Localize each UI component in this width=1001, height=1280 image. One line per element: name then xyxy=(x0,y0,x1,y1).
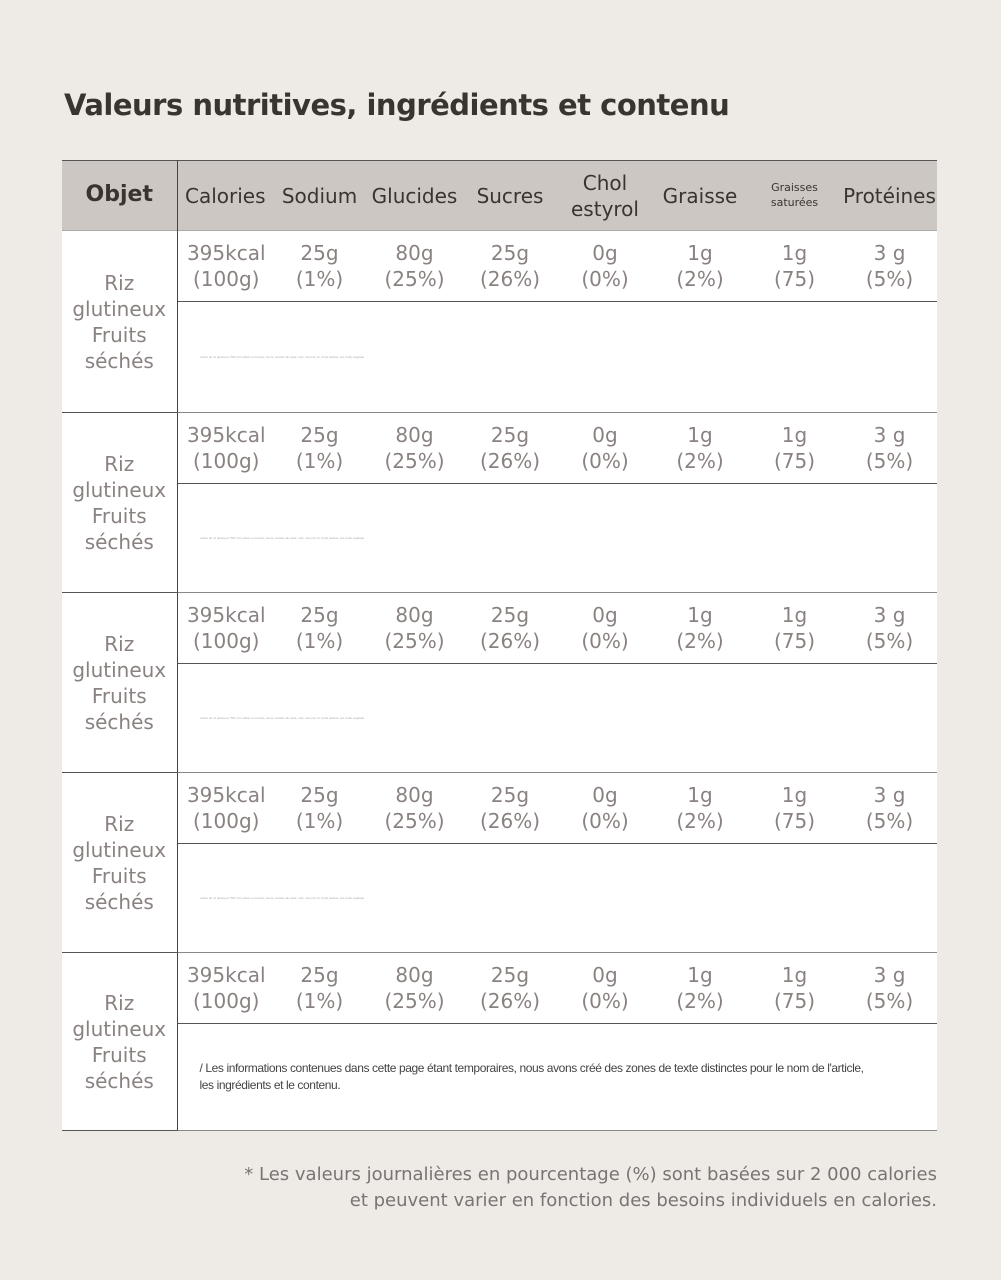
nutrition-values-row xyxy=(62,773,937,844)
footnote-line-2: et peuvent varier en fonction des besoins individuels en calories. xyxy=(349,1190,937,1212)
nutrient-percent: (100g) xyxy=(193,989,260,1013)
ingredients-row xyxy=(62,1024,937,1131)
ingredients-cell xyxy=(177,844,937,953)
nutrient-value-cell xyxy=(366,773,463,844)
nutrient-value-cell xyxy=(177,773,273,844)
item-name-cell xyxy=(62,953,177,1131)
nutrient-percent: (75) xyxy=(773,267,816,291)
nutrient-percent: (1%) xyxy=(295,629,344,653)
nutrient-value-cell xyxy=(747,773,842,844)
nutrient-amount: 1g xyxy=(687,603,713,627)
nutrient-amount: 25g xyxy=(490,603,530,627)
item-name-line-1: Riz glutineux xyxy=(72,631,167,682)
header-calories: Calories xyxy=(177,161,273,231)
nutrient-value-cell xyxy=(557,773,653,844)
nutrient-amount: 1g xyxy=(687,783,713,807)
nutrient-percent: (26%) xyxy=(479,629,541,653)
nutrient-percent: (26%) xyxy=(479,989,541,1013)
nutrient-amount: 3 g xyxy=(873,783,906,807)
ingredients-row xyxy=(62,664,937,773)
item-name-cell xyxy=(62,773,177,953)
nutrient-value-cell xyxy=(273,953,366,1024)
nutrient-value-cell xyxy=(273,231,366,302)
item-name-cell xyxy=(62,413,177,593)
nutrient-amount: 0g xyxy=(592,783,618,807)
footnote-line-1: * Les valeurs journalières en pourcentage (%) sont basées sur 2 000 calories xyxy=(244,1164,937,1185)
nutrient-percent: (0%) xyxy=(581,449,629,473)
item-name-line-2: Fruits séchés xyxy=(84,683,154,734)
nutrient-value-cell xyxy=(747,593,842,664)
header-row xyxy=(62,161,937,231)
nutrient-amount: 3 g xyxy=(873,423,906,447)
nutrient-amount: 80g xyxy=(395,603,434,627)
header-protein: Protéines xyxy=(842,161,937,231)
nutrient-value-cell xyxy=(463,231,557,302)
nutrient-value-cell xyxy=(557,953,653,1024)
nutrient-percent: (5%) xyxy=(865,449,914,473)
nutrient-percent: (1%) xyxy=(295,809,344,833)
nutrient-percent: (0%) xyxy=(581,629,629,653)
header-carbs: Glucides xyxy=(366,161,463,231)
nutrient-percent: (75) xyxy=(773,629,816,653)
nutrient-value-cell xyxy=(653,413,747,484)
nutrient-value-cell xyxy=(177,231,273,302)
nutrient-percent: (5%) xyxy=(865,629,914,653)
nutrient-percent: (2%) xyxy=(676,267,724,291)
nutrient-value-cell xyxy=(177,413,273,484)
nutrient-amount: 395kcal xyxy=(186,963,266,987)
item-name-line-1: Riz glutineux xyxy=(72,811,167,862)
nutrient-amount: 0g xyxy=(592,963,618,987)
item-name-line-1: Riz glutineux xyxy=(72,990,167,1041)
nutrition-values-row xyxy=(62,593,937,664)
nutrient-value-cell xyxy=(273,593,366,664)
nutrient-amount: 80g xyxy=(395,963,434,987)
nutrient-amount: 395kcal xyxy=(186,241,266,265)
nutrient-percent: (2%) xyxy=(676,809,724,833)
nutrient-amount: 80g xyxy=(395,423,434,447)
nutrient-percent: (5%) xyxy=(865,809,914,833)
nutrient-amount: 80g xyxy=(395,783,434,807)
nutrient-percent: (75) xyxy=(773,989,816,1013)
nutrient-percent: (0%) xyxy=(581,809,629,833)
nutrient-percent: (26%) xyxy=(479,809,541,833)
ingredients-row xyxy=(62,484,937,593)
header-sodium: Sodium xyxy=(273,161,366,231)
nutrient-amount: 1g xyxy=(781,783,808,807)
item-name-line-1: Riz glutineux xyxy=(72,270,167,321)
page-title: Valeurs nutritives, ingrédients et contenu xyxy=(64,88,730,122)
header-cholesterol: Chol estyrol xyxy=(557,161,653,231)
nutrient-amount: 3 g xyxy=(873,241,906,265)
nutrient-value-cell xyxy=(747,953,842,1024)
nutrient-amount: 1g xyxy=(687,963,713,987)
nutrient-amount: 25g xyxy=(300,783,339,807)
nutrient-value-cell xyxy=(557,413,653,484)
nutrient-amount: 3 g xyxy=(873,963,906,987)
ingredients-text: Farine de riz glutineux 75% (riz cultivé en Corée), sucre, amidon de maïs, noix, sirop de riz, fruits séchés, sel, huile végétale xyxy=(199,716,365,720)
nutrition-table xyxy=(62,160,937,1131)
item-name-line-2: Fruits séchés xyxy=(84,1042,154,1093)
header-sugars: Sucres xyxy=(463,161,557,231)
nutrient-percent: (100g) xyxy=(193,449,260,473)
ingredients-cell xyxy=(177,484,937,593)
nutrient-amount: 0g xyxy=(592,423,618,447)
nutrition-values-row xyxy=(62,953,937,1024)
nutrient-value-cell xyxy=(653,773,747,844)
nutrient-amount: 1g xyxy=(781,603,808,627)
nutrient-value-cell xyxy=(463,413,557,484)
nutrient-percent: (26%) xyxy=(479,449,541,473)
nutrient-amount: 395kcal xyxy=(186,783,266,807)
nutrient-value-cell xyxy=(177,953,273,1024)
ingredients-note-line-2: les ingrédients et le contenu. xyxy=(199,1078,341,1092)
nutrient-percent: (100g) xyxy=(193,809,260,833)
ingredients-cell xyxy=(177,302,937,413)
nutrient-amount: 395kcal xyxy=(186,423,266,447)
nutrient-percent: (25%) xyxy=(384,449,445,473)
nutrient-percent: (2%) xyxy=(676,449,724,473)
item-name-line-2: Fruits séchés xyxy=(84,322,154,373)
nutrient-amount: 0g xyxy=(592,241,618,265)
ingredients-row xyxy=(62,844,937,953)
nutrient-value-cell xyxy=(842,413,937,484)
nutrient-value-cell xyxy=(463,773,557,844)
nutrient-amount: 25g xyxy=(490,963,530,987)
nutrient-value-cell xyxy=(463,593,557,664)
nutrient-amount: 0g xyxy=(592,603,618,627)
nutrient-percent: (25%) xyxy=(384,809,445,833)
nutrient-value-cell xyxy=(557,231,653,302)
nutrient-value-cell xyxy=(653,593,747,664)
ingredients-note xyxy=(200,1060,880,1095)
nutrient-value-cell xyxy=(366,593,463,664)
nutrient-value-cell xyxy=(747,413,842,484)
ingredients-cell xyxy=(177,664,937,773)
nutrient-percent: (1%) xyxy=(295,989,344,1013)
nutrition-values-row xyxy=(62,413,937,484)
nutrient-amount: 25g xyxy=(300,603,339,627)
ingredients-row xyxy=(62,302,937,413)
item-name-cell xyxy=(62,231,177,413)
nutrient-value-cell xyxy=(273,413,366,484)
nutrient-value-cell xyxy=(366,953,463,1024)
nutrient-value-cell xyxy=(653,953,747,1024)
nutrient-amount: 25g xyxy=(300,241,339,265)
nutrient-value-cell xyxy=(557,593,653,664)
nutrient-amount: 25g xyxy=(300,963,339,987)
nutrient-value-cell xyxy=(366,231,463,302)
nutrient-percent: (75) xyxy=(773,449,816,473)
nutrient-value-cell xyxy=(747,231,842,302)
nutrient-amount: 25g xyxy=(490,783,530,807)
nutrient-value-cell xyxy=(273,773,366,844)
nutrient-percent: (0%) xyxy=(581,267,629,291)
ingredients-text: Farine de riz glutineux 75% (riz cultivé en Corée), sucre, amidon de maïs, noix, sirop de riz, fruits séchés, sel, huile végétale xyxy=(199,355,365,359)
nutrient-value-cell xyxy=(842,953,937,1024)
nutrient-percent: (0%) xyxy=(581,989,629,1013)
nutrient-value-cell xyxy=(463,953,557,1024)
nutrient-amount: 1g xyxy=(781,963,808,987)
nutrient-amount: 3 g xyxy=(873,603,906,627)
nutrient-percent: (1%) xyxy=(295,449,344,473)
nutrient-value-cell xyxy=(366,413,463,484)
item-name-line-2: Fruits séchés xyxy=(84,503,154,554)
ingredients-note-line-1: / Les informations contenues dans cette page étant temporaires, nous avons créé des zones de texte distinctes pour le nom de l'article, xyxy=(199,1060,864,1075)
nutrient-amount: 395kcal xyxy=(186,603,266,627)
nutrient-percent: (26%) xyxy=(479,267,541,291)
nutrient-percent: (2%) xyxy=(676,989,724,1013)
item-name-line-1: Riz glutineux xyxy=(72,451,167,502)
nutrient-percent: (1%) xyxy=(295,267,344,291)
nutrient-amount: 1g xyxy=(781,241,808,265)
nutrient-percent: (25%) xyxy=(384,629,445,653)
nutrient-percent: (5%) xyxy=(865,267,914,291)
nutrient-value-cell xyxy=(653,231,747,302)
nutrient-percent: (25%) xyxy=(384,267,445,291)
header-fat: Graisse xyxy=(653,161,747,231)
ingredients-text: Farine de riz glutineux 75% (riz cultivé en Corée), sucre, amidon de maïs, noix, sirop de riz, fruits séchés, sel, huile végétale xyxy=(199,536,365,540)
nutrition-values-row xyxy=(62,231,937,302)
nutrient-percent: (100g) xyxy=(193,629,260,653)
ingredients-cell xyxy=(177,1024,937,1131)
item-name-line-2: Fruits séchés xyxy=(84,863,154,914)
nutrient-percent: (100g) xyxy=(193,267,260,291)
nutrient-amount: 25g xyxy=(300,423,339,447)
nutrient-value-cell xyxy=(842,231,937,302)
nutrient-percent: (25%) xyxy=(384,989,445,1013)
nutrient-amount: 1g xyxy=(781,423,808,447)
item-name-cell xyxy=(62,593,177,773)
nutrient-value-cell xyxy=(842,773,937,844)
nutrient-amount: 1g xyxy=(687,423,713,447)
header-item: Objet xyxy=(62,161,177,231)
nutrient-amount: 1g xyxy=(687,241,713,265)
header-saturated-fat: Graisses saturées xyxy=(747,161,842,231)
footnote xyxy=(244,1162,937,1214)
nutrient-percent: (5%) xyxy=(865,989,914,1013)
ingredients-text: Farine de riz glutineux 75% (riz cultivé en Corée), sucre, amidon de maïs, noix, sirop de riz, fruits séchés, sel, huile végétale xyxy=(199,896,365,900)
nutrient-percent: (2%) xyxy=(676,629,724,653)
nutrient-amount: 80g xyxy=(395,241,434,265)
nutrient-percent: (75) xyxy=(773,809,816,833)
nutrient-value-cell xyxy=(842,593,937,664)
nutrient-amount: 25g xyxy=(490,423,530,447)
nutrient-value-cell xyxy=(177,593,273,664)
nutrient-amount: 25g xyxy=(490,241,530,265)
